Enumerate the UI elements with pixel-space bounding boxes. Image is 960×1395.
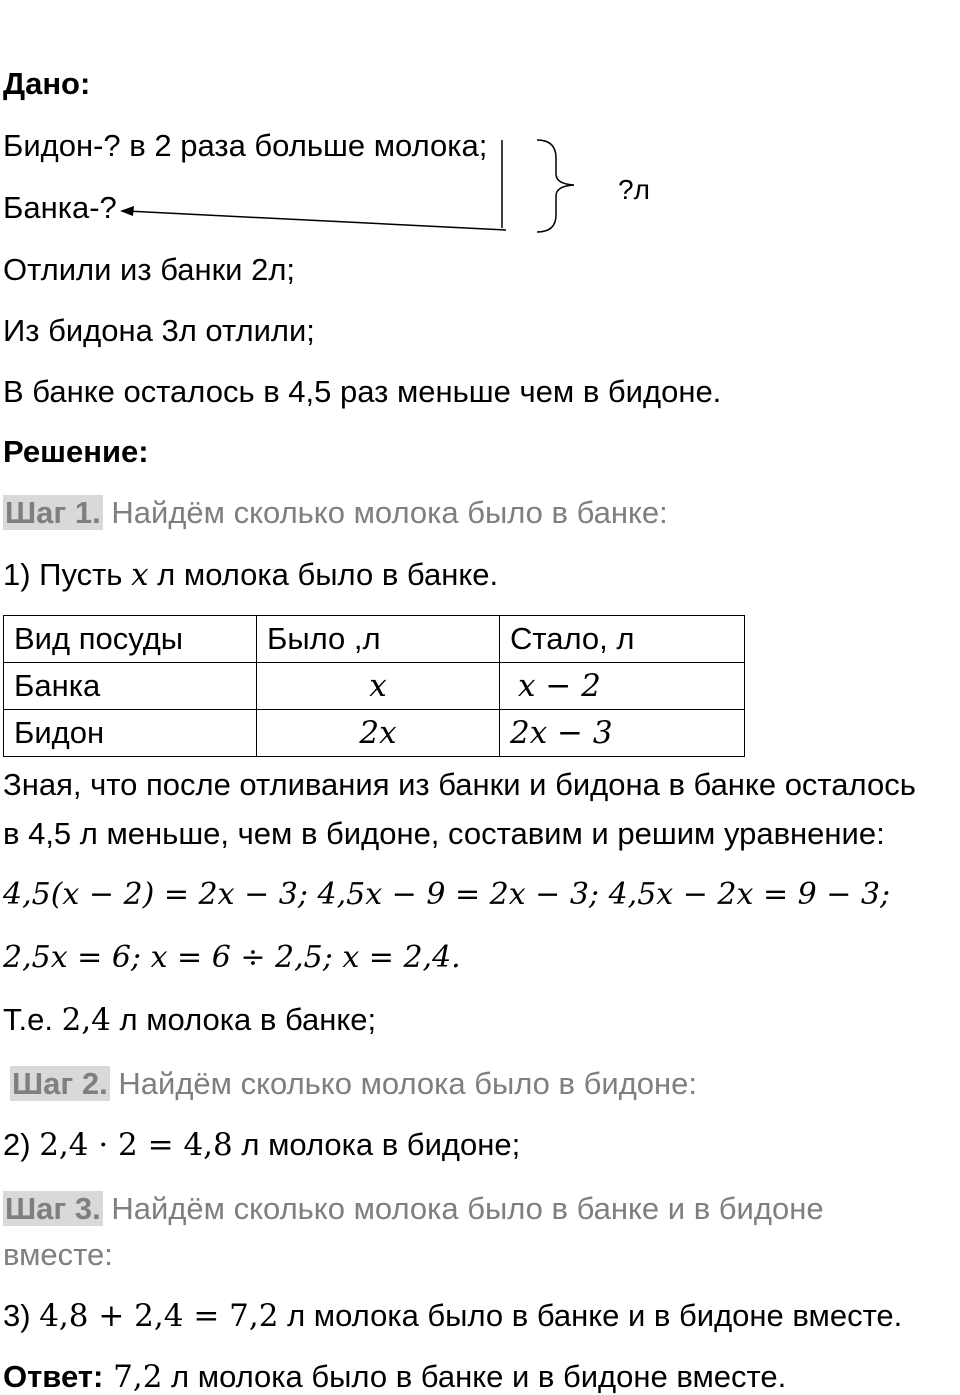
- step1-variable: x: [131, 557, 149, 593]
- step1-result-suffix: л молока в банке;: [110, 1002, 377, 1037]
- table-header-row: [4, 616, 745, 663]
- table-cell: Банка: [4, 663, 257, 710]
- step1-line-suffix: л молока было в банке.: [148, 557, 499, 592]
- step1-result: [3, 1002, 376, 1038]
- data-table: [3, 615, 745, 757]
- given-diagram: [0, 0, 960, 300]
- step1-line: [3, 557, 498, 593]
- answer-suffix: л молока было в банке и в бидоне вместе.: [162, 1359, 787, 1394]
- step3-label: Шаг 3.: [5, 1191, 101, 1226]
- given-line-banka: Банка-?: [3, 190, 117, 225]
- brace-label: ?л: [618, 174, 650, 205]
- given-line-bidon: Бидон-? в 2 раза больше молока;: [3, 128, 488, 163]
- answer-line: [3, 1359, 786, 1395]
- step1-line-prefix: 1) Пусть: [3, 557, 132, 592]
- answer-value: 7,2: [103, 1359, 163, 1395]
- table-cell: 2x − 3: [500, 710, 745, 757]
- step2-label: Шаг 2.: [12, 1066, 108, 1101]
- step3-expression: 4,8 + 2,4 = 7,2: [39, 1298, 279, 1334]
- step3-heading: [3, 1191, 824, 1227]
- step2-line-suffix: л молока в бидоне;: [232, 1127, 521, 1162]
- equation-line-2: 2,5x = 6; x = 6 ÷ 2,5; x = 2,4.: [3, 940, 461, 975]
- table-cell: 2x: [257, 710, 500, 757]
- given-line-bidon-pour: Из бидона 3л отлили;: [3, 313, 315, 348]
- step1-result-prefix: Т.е.: [3, 1002, 62, 1037]
- explanation-line-2: в 4,5 л меньше, чем в бидоне, составим и решим уравнение:: [3, 816, 885, 851]
- step2-expression: 2,4 · 2 = 4,8: [39, 1127, 233, 1163]
- answer-label: Ответ:: [3, 1359, 104, 1394]
- explanation-line-1: Зная, что после отливания из банки и бидона в банке осталось: [3, 767, 916, 802]
- arrow-head: [120, 206, 134, 216]
- step1-heading: [3, 495, 668, 531]
- step2-heading: [10, 1066, 697, 1102]
- step1-text: Найдём сколько молока было в банке:: [102, 495, 668, 530]
- step3-line-suffix: л молока было в банке и в бидоне вместе.: [278, 1298, 903, 1333]
- given-line-banka-pour: Отлили из банки 2л;: [3, 252, 296, 287]
- step2-line: [3, 1127, 520, 1163]
- table-cell: x: [257, 663, 500, 710]
- table-header-cell: Стало, л: [500, 616, 745, 663]
- table-cell: Бидон: [4, 710, 257, 757]
- given-heading: Дано:: [3, 66, 91, 101]
- table-cell: x − 2: [500, 663, 745, 710]
- step3-text-continued: вместе:: [3, 1237, 113, 1272]
- table-header-cell: Вид посуды: [4, 616, 257, 663]
- step3-text: Найдём сколько молока было в банке и в бидоне: [102, 1191, 824, 1226]
- given-line-ratio: В банке осталось в 4,5 раз меньше чем в бидоне.: [3, 374, 722, 409]
- arrow-horizontal-line: [126, 211, 506, 230]
- curly-brace: [537, 140, 574, 232]
- step1-label: Шаг 1.: [5, 495, 101, 530]
- table-row: [4, 663, 745, 710]
- solution-heading: Решение:: [3, 434, 149, 469]
- equation-line-1: 4,5(x − 2) = 2x − 3; 4,5x − 9 = 2x − 3; 4,5x − 2x = 9 − 3;: [3, 877, 891, 912]
- step1-result-value: 2,4: [61, 1002, 111, 1038]
- step3-line-prefix: 3): [3, 1298, 40, 1333]
- table-row: [4, 710, 745, 757]
- step2-line-prefix: 2): [3, 1127, 40, 1162]
- step2-text: Найдём сколько молока было в бидоне:: [109, 1066, 697, 1101]
- step3-line: [3, 1298, 902, 1334]
- table-header-cell: Было ,л: [257, 616, 500, 663]
